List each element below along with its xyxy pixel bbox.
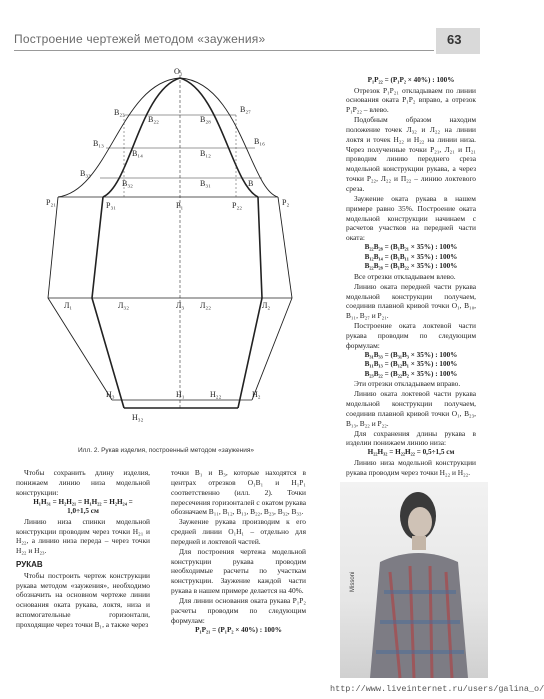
right-formula-5: В₁₁В₁₃ = (В₁₂В₁ × 35%) : 100% bbox=[364, 360, 458, 369]
label-b33: B₃₃ bbox=[80, 169, 91, 178]
right-paragraph-10: Линию низа модельной конструкции рукава проводим через точки Н₂₂ и Н₂₂. bbox=[346, 457, 476, 477]
label-b14: B₁₄ bbox=[132, 149, 143, 158]
mid-paragraph-3: Для построения чертежа модельной конструкции рукава проводим необходимые расчеты по участкам конструкции. Заужение каждой части рукава в нашем примере делается на 40%. bbox=[171, 546, 306, 596]
left-formula-1-value: 1,0÷1,5 см bbox=[67, 507, 99, 516]
base-back-seam bbox=[252, 197, 292, 400]
right-formula-2: В₁₂В₁₄ = (В₁В₁₁ × 35%) : 100% bbox=[364, 252, 458, 261]
right-paragraph-4: Все отрезки откладываем влево. bbox=[354, 271, 456, 281]
label-b23: B₂₃ bbox=[114, 108, 125, 117]
label-p21: P₂₁ bbox=[46, 198, 57, 207]
page-header bbox=[0, 28, 494, 54]
label-h22: H₂₂ bbox=[210, 390, 222, 399]
label-h3: H₃ bbox=[106, 390, 115, 399]
model-back-seam bbox=[238, 197, 262, 408]
left-column bbox=[16, 468, 150, 630]
mid-paragraph-4: Для линии основания оката рукава Р₁Р₂ расчеты проводим по следующим формулам: bbox=[171, 595, 306, 625]
right-formula-3: В₂₂В₂₈ = (В₁В₂₂ × 35%) : 100% bbox=[364, 262, 458, 271]
right-paragraph-2: Подобным образом находим положение точек Л₃₂ и Л₂₂ на линии локтя и точек Н₂₂ и Н₂₂ на линии низа. Через полученные точки Р₂₁, Л₂₁ и П₂₁ проводим линию переднего среза модельной конструкции рукава, а через точки Р₂₂, Л₂₂ и П₂₂ – линию локтевого среза. bbox=[346, 115, 476, 194]
label-b16: B₁₆ bbox=[254, 137, 265, 146]
label-p1: P₁ bbox=[176, 201, 184, 210]
label-b13: B₁₃ bbox=[93, 139, 104, 148]
left-paragraph-1: Чтобы сохранить длину изделия, понижаем линию низа модельной конструкции: bbox=[16, 468, 150, 497]
base-front-seam bbox=[48, 197, 112, 400]
left-paragraph-2: Линию низа спинки модельной конструкции проводим через точки Н₂₁ и Н₂₂, а линию низа переда – через точки Н₂₂ и Н₂₃. bbox=[16, 516, 150, 556]
mid-formula-1: Р₁Р₂₁ = (Р₁Р₂ × 40%) : 100% bbox=[195, 625, 282, 634]
label-l2: Л₂ bbox=[262, 301, 271, 310]
label-b32: B₃₂ bbox=[122, 179, 133, 188]
label-p2: P₂ bbox=[282, 198, 290, 207]
right-paragraph-5: Линию оката передней части рукава модельной конструкции получаем, соединив плавной кривой точки О₁, В₁₀, В₁₁, В₂₇ и Р₂₁. bbox=[346, 281, 476, 321]
page-number: 63 bbox=[447, 32, 462, 47]
label-b22: B₂₂ bbox=[148, 115, 159, 124]
header-rule bbox=[14, 50, 434, 51]
right-column bbox=[346, 76, 476, 477]
right-paragraph-1: Отрезок Р₁Р₂₁ откладываем по линии основания оката Р₁Р₂ вправо, а отрезок Р₁Р₂₂ – влево. bbox=[346, 85, 476, 115]
fashion-photo bbox=[340, 482, 488, 678]
right-paragraph-6: Построение оката локтевой части рукава проводим по следующим формулам: bbox=[346, 321, 476, 350]
section-heading: РУКАВ bbox=[16, 560, 43, 570]
figure-caption: Илл. 2. Рукав изделия, построенный методом «заужения» bbox=[78, 447, 254, 454]
source-url: http://www.liveinternet.ru/users/galina_o/ bbox=[330, 684, 544, 694]
label-o1: O₁ bbox=[174, 67, 183, 76]
label-l1: Л₁ bbox=[64, 301, 73, 310]
base-cap-curve bbox=[58, 78, 278, 197]
label-h2: H₂ bbox=[252, 390, 261, 399]
running-title: Построение чертежей методом «заужения» bbox=[14, 32, 266, 46]
label-h1: H₁ bbox=[176, 390, 185, 399]
right-paragraph-3: Заужение оката рукава в нашем примере равно 35%. Построение оката модельной конструкции начинаем с расчетов участков на передней части оката: bbox=[346, 193, 476, 243]
photo-credit: Missoni bbox=[350, 571, 356, 592]
model-figure bbox=[340, 482, 488, 678]
label-b31: B₃₁ bbox=[200, 179, 211, 188]
right-formula-1: В₂₂В₂₈ = (В₁В₂₁ × 35%) : 100% bbox=[364, 243, 458, 252]
label-h32: H₃₂ bbox=[132, 413, 144, 422]
label-l22: Л₂₂ bbox=[200, 301, 212, 310]
right-formula-7: Н₂₂Н₃₂ = Н₂₂Н₂₂ = 0,5÷1,5 см bbox=[367, 448, 455, 457]
left-formula-1: Н₁Н₃₁ = Н₂Н₂₁ = Н₁Н₂₂ = Н₂Н₂₄ = bbox=[33, 497, 133, 506]
sleeve-diagram bbox=[0, 60, 300, 445]
middle-column bbox=[171, 468, 306, 635]
label-l32: Л₃₂ bbox=[118, 301, 130, 310]
right-paragraph-8: Линию оката локтевой части рукава модельной конструкции получаем, соединив плавной кривой точки О₁, В₂₃, В₁₃, В₂₂ и Р₂₂. bbox=[346, 389, 476, 428]
right-paragraph-7: Эти отрезки откладываем вправо. bbox=[354, 379, 461, 389]
label-b: B bbox=[248, 179, 254, 188]
label-b28: B₂₈ bbox=[200, 115, 211, 124]
right-formula-6: В₂₃В₂₂ = (В₂₂В₂ × 35%) : 100% bbox=[364, 369, 458, 378]
label-b12: B₁₂ bbox=[200, 149, 211, 158]
label-p22: P₂₂ bbox=[232, 201, 243, 210]
left-paragraph-3: Чтобы построить чертеж конструкции рукава методом «заужения», необходимо обозначить на основном чертеже линии основания оката рукава, локтя, низа и вспомогательные горизонтали, проходящие через точки В₁, а также через bbox=[16, 570, 150, 629]
label-p31: P₃₁ bbox=[106, 201, 117, 210]
mid-paragraph-1: точки В₁ и В₃, которые находятся в центрах отрезков О₁В₁ и Н₁Р₁ соответственно (илл. 2). Точки пересечения горизонталей с окатом рукава обозначаем В₁₁, В₁₂, В₁₃, В₂₂, В₂₃, В₃₂, В₃₃. bbox=[171, 468, 306, 517]
label-l3: Л₃ bbox=[176, 301, 185, 310]
right-formula-4: В₃₁В₃₃ = (В₃₁В₃ × 35%) : 100% bbox=[364, 350, 458, 359]
label-b27: B₂₇ bbox=[240, 105, 251, 114]
right-paragraph-9: Для сохранения длины рукава в изделии понижаем линию низа: bbox=[346, 428, 476, 448]
mid-paragraph-2: Заужение рукава производим к его средней линии О₁Н₁ – отдельно для передней и локтевой частей. bbox=[171, 517, 306, 546]
right-formula-0: Р₁Р₂₂ = (Р₁Р₂ × 40%) : 100% bbox=[367, 76, 455, 84]
